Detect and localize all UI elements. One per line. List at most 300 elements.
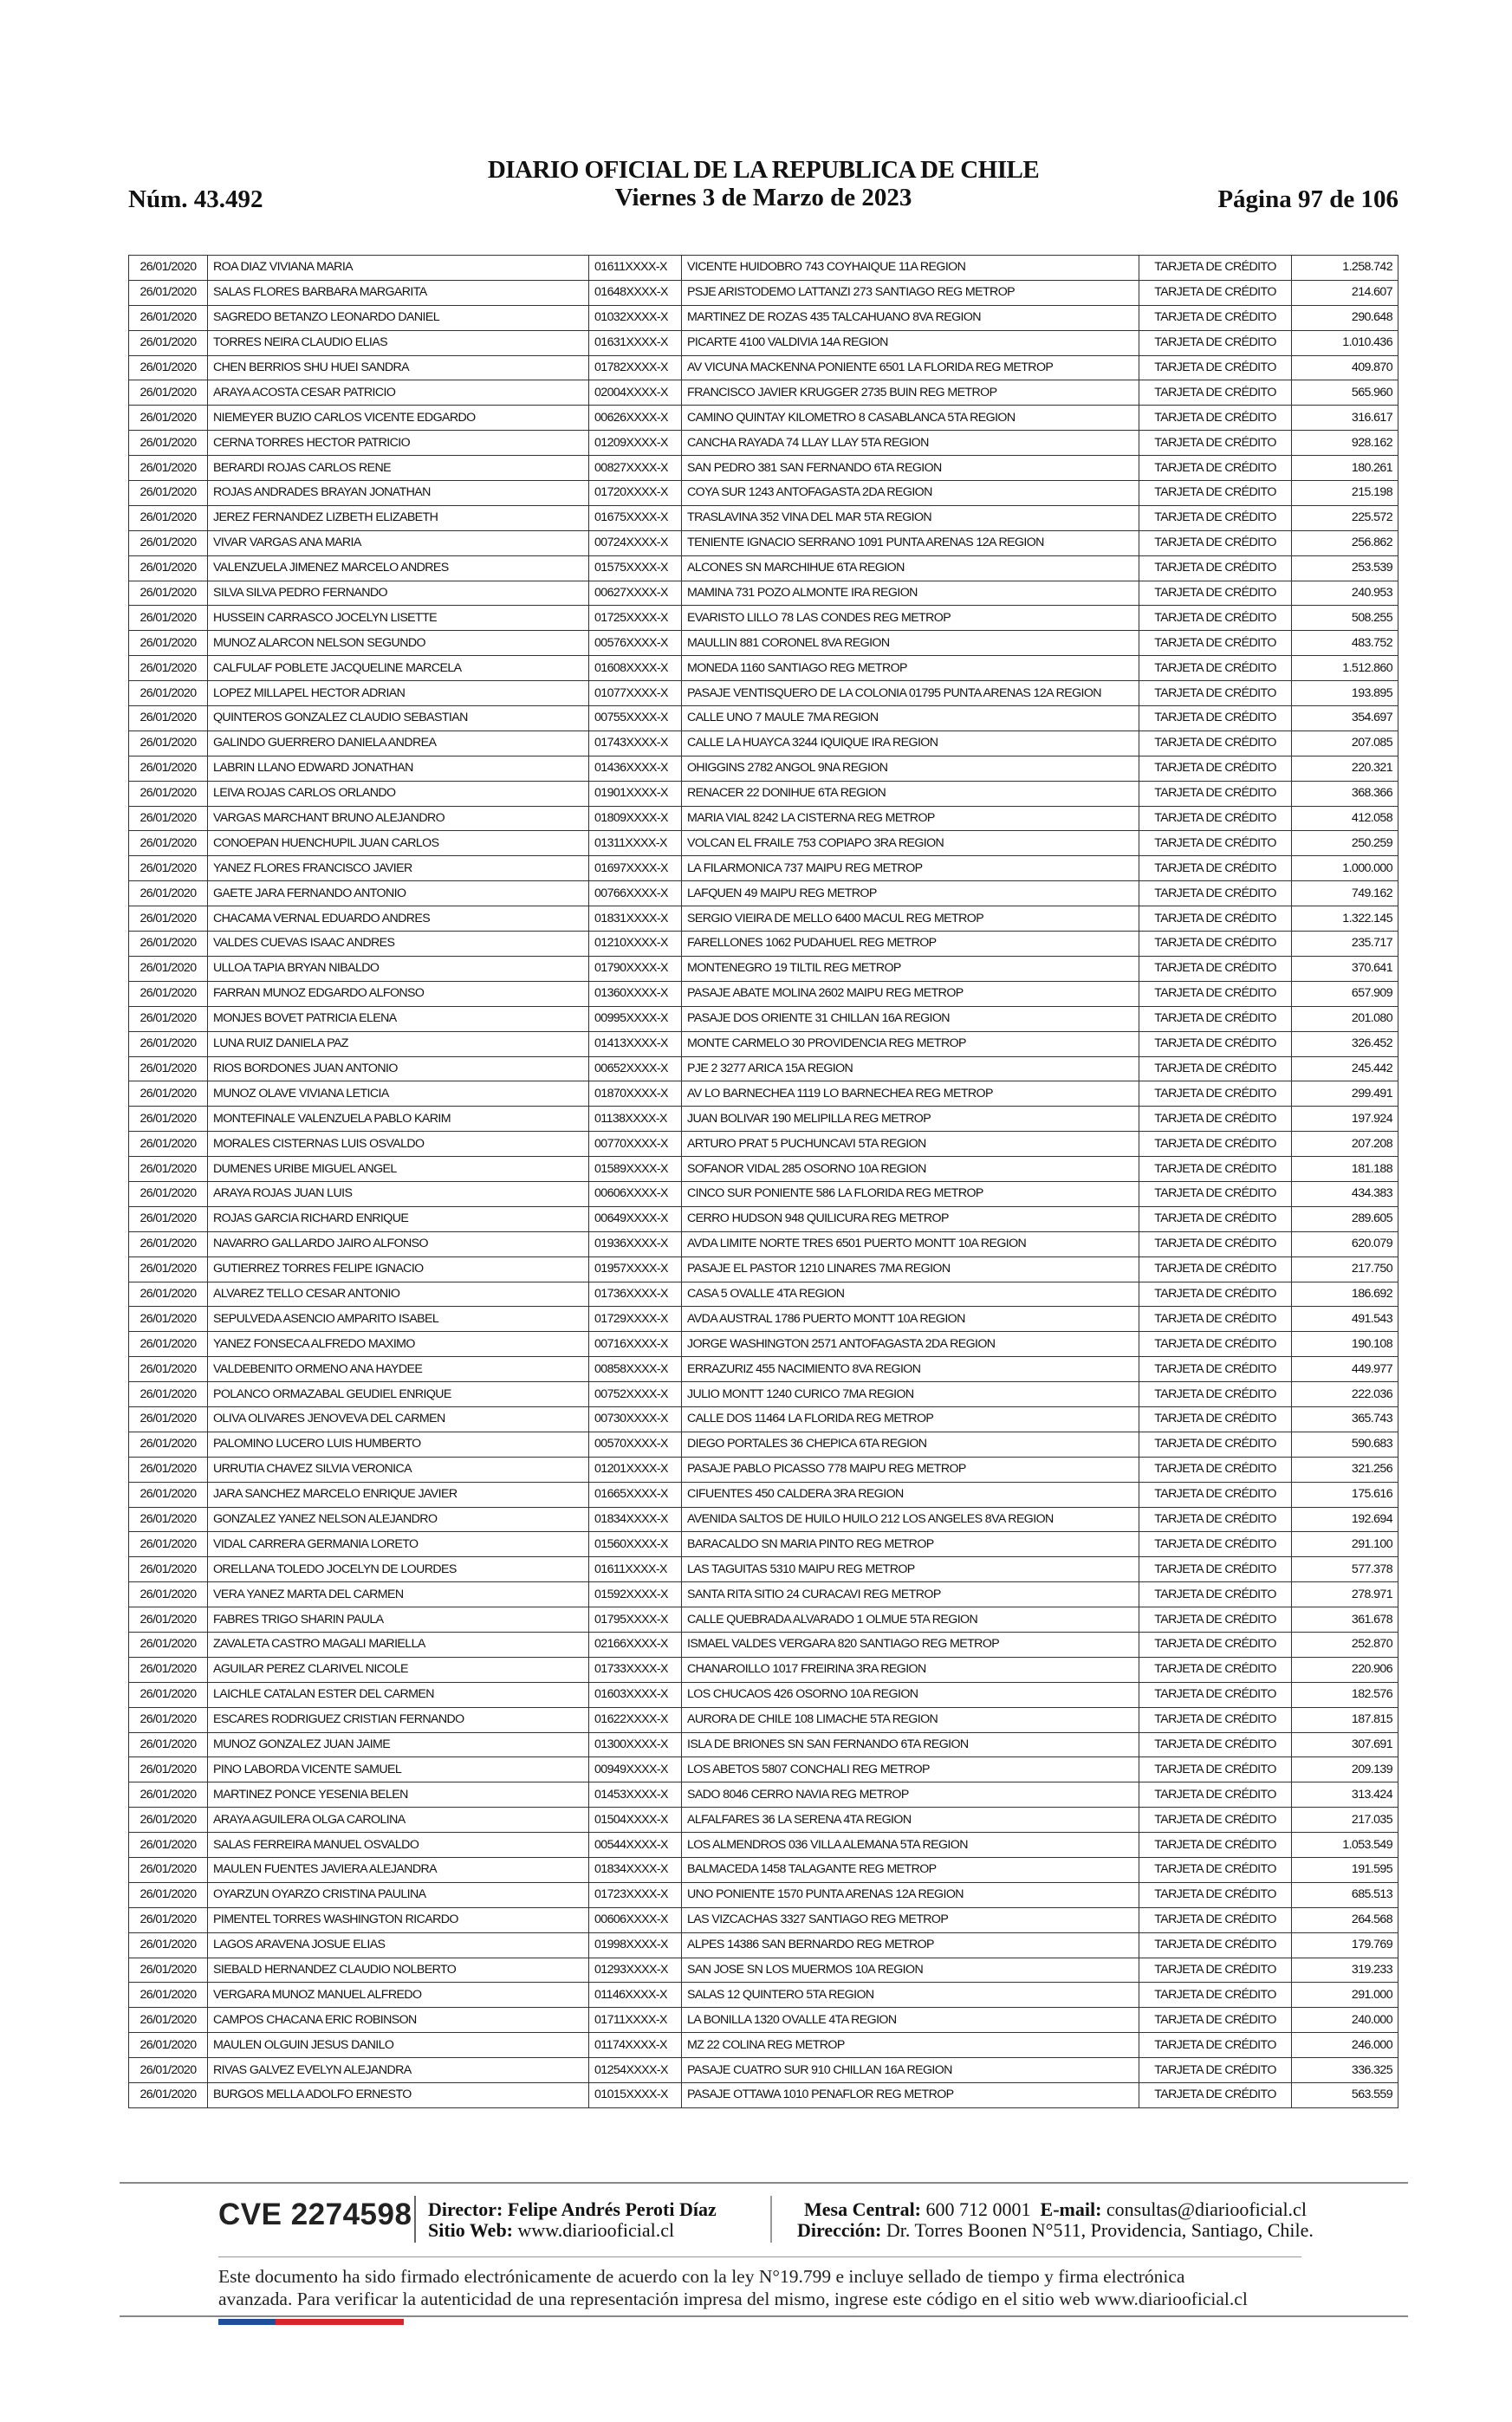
- row-date: 26/01/2020: [129, 681, 208, 706]
- row-rut: 01210XXXX-X: [589, 932, 682, 957]
- row-amount: 1.258.742: [1292, 256, 1398, 281]
- address-value: Dr. Torres Boonen N°511, Providencia, Santiago, Chile.: [886, 2219, 1314, 2241]
- row-address: ALFALFARES 36 LA SERENA 4TA REGION: [682, 1808, 1139, 1833]
- row-name: HUSSEIN CARRASCO JOCELYN LISETTE: [208, 606, 589, 631]
- table-row: [129, 355, 1398, 380]
- table-row: [129, 505, 1398, 530]
- masthead: [128, 156, 1398, 211]
- row-amount: 180.261: [1292, 456, 1398, 481]
- row-rut: 01436XXXX-X: [589, 756, 682, 781]
- row-address: EVARISTO LILLO 78 LAS CONDES REG METROP: [682, 606, 1139, 631]
- row-amount: 217.750: [1292, 1256, 1398, 1282]
- row-rut: 01743XXXX-X: [589, 730, 682, 756]
- row-name: SEPULVEDA ASENCIO AMPARITO ISABEL: [208, 1307, 589, 1332]
- table-row: [129, 1958, 1398, 1983]
- row-rut: 01608XXXX-X: [589, 656, 682, 681]
- row-date: 26/01/2020: [129, 1181, 208, 1206]
- row-date: 26/01/2020: [129, 555, 208, 581]
- row-date: 26/01/2020: [129, 756, 208, 781]
- row-address: PASAJE ABATE MOLINA 2602 MAIPU REG METROP: [682, 981, 1139, 1006]
- row-rut: 01560XXXX-X: [589, 1532, 682, 1557]
- row-name: GAETE JARA FERNANDO ANTONIO: [208, 881, 589, 906]
- row-rut: 00858XXXX-X: [589, 1357, 682, 1382]
- row-amount: 657.909: [1292, 981, 1398, 1006]
- row-amount: 449.977: [1292, 1357, 1398, 1382]
- row-rut: 02166XXXX-X: [589, 1632, 682, 1657]
- row-amount: 928.162: [1292, 431, 1398, 456]
- row-name: CHACAMA VERNAL EDUARDO ANDRES: [208, 906, 589, 932]
- row-address: MAMINA 731 POZO ALMONTE IRA REGION: [682, 581, 1139, 606]
- row-amount: 222.036: [1292, 1382, 1398, 1407]
- email-label: E-mail:: [1040, 2198, 1102, 2220]
- row-amount: 508.255: [1292, 606, 1398, 631]
- footer-divider: [414, 2196, 416, 2243]
- row-date: 26/01/2020: [129, 730, 208, 756]
- table-row: [129, 831, 1398, 856]
- row-payment-type: TARJETA DE CRÉDITO: [1139, 656, 1292, 681]
- row-date: 26/01/2020: [129, 1983, 208, 2008]
- row-date: 26/01/2020: [129, 1457, 208, 1482]
- row-rut: 01575XXXX-X: [589, 555, 682, 581]
- row-payment-type: TARJETA DE CRÉDITO: [1139, 1256, 1292, 1282]
- row-date: 26/01/2020: [129, 1132, 208, 1157]
- row-amount: 685.513: [1292, 1882, 1398, 1907]
- row-date: 26/01/2020: [129, 1707, 208, 1732]
- row-amount: 354.697: [1292, 706, 1398, 731]
- row-address: CIFUENTES 450 CALDERA 3RA REGION: [682, 1482, 1139, 1507]
- row-amount: 220.321: [1292, 756, 1398, 781]
- row-address: CALLE QUEBRADA ALVARADO 1 OLMUE 5TA REGION: [682, 1607, 1139, 1633]
- table-row: [129, 456, 1398, 481]
- row-amount: 313.424: [1292, 1782, 1398, 1808]
- row-name: LEIVA ROJAS CARLOS ORLANDO: [208, 781, 589, 806]
- row-rut: 01795XXXX-X: [589, 1607, 682, 1633]
- row-amount: 191.595: [1292, 1858, 1398, 1883]
- row-address: PJE 2 3277 ARICA 15A REGION: [682, 1056, 1139, 1081]
- row-name: VIVAR VARGAS ANA MARIA: [208, 530, 589, 555]
- row-rut: 01957XXXX-X: [589, 1256, 682, 1282]
- row-name: MUNOZ GONZALEZ JUAN JAIME: [208, 1732, 589, 1757]
- row-date: 26/01/2020: [129, 1307, 208, 1332]
- row-payment-type: TARJETA DE CRÉDITO: [1139, 1157, 1292, 1182]
- row-rut: 01077XXXX-X: [589, 681, 682, 706]
- row-payment-type: TARJETA DE CRÉDITO: [1139, 1031, 1292, 1056]
- row-date: 26/01/2020: [129, 656, 208, 681]
- table-row: [129, 1157, 1398, 1182]
- row-amount: 307.691: [1292, 1732, 1398, 1757]
- row-payment-type: TARJETA DE CRÉDITO: [1139, 756, 1292, 781]
- row-date: 26/01/2020: [129, 1432, 208, 1457]
- row-rut: 01611XXXX-X: [589, 256, 682, 281]
- legal-notice: [218, 2265, 1319, 2310]
- row-name: MUNOZ OLAVE VIVIANA LETICIA: [208, 1081, 589, 1107]
- row-payment-type: TARJETA DE CRÉDITO: [1139, 1006, 1292, 1031]
- row-date: 26/01/2020: [129, 781, 208, 806]
- issue-date: Viernes 3 de Marzo de 2023: [614, 184, 912, 211]
- table-row: [129, 256, 1398, 281]
- row-date: 26/01/2020: [129, 1782, 208, 1808]
- records-table: [128, 255, 1398, 2108]
- row-payment-type: TARJETA DE CRÉDITO: [1139, 730, 1292, 756]
- row-rut: 00716XXXX-X: [589, 1332, 682, 1357]
- row-name: JARA SANCHEZ MARCELO ENRIQUE JAVIER: [208, 1482, 589, 1507]
- row-name: QUINTEROS GONZALEZ CLAUDIO SEBASTIAN: [208, 706, 589, 731]
- row-date: 26/01/2020: [129, 1657, 208, 1682]
- footer-bottom-rule: [120, 2315, 1408, 2317]
- row-payment-type: TARJETA DE CRÉDITO: [1139, 706, 1292, 731]
- row-rut: 00752XXXX-X: [589, 1382, 682, 1407]
- row-amount: 220.906: [1292, 1657, 1398, 1682]
- table-row: [129, 581, 1398, 606]
- row-amount: 217.035: [1292, 1808, 1398, 1833]
- row-payment-type: TARJETA DE CRÉDITO: [1139, 481, 1292, 506]
- row-rut: 01665XXXX-X: [589, 1482, 682, 1507]
- flag-red-bar: [276, 2319, 404, 2325]
- row-address: SOFANOR VIDAL 285 OSORNO 10A REGION: [682, 1157, 1139, 1182]
- legal-notice-line-2: avanzada. Para verificar la autenticidad de una representación impresa del mismo, ingrese este código en el sitio web www.diariooficial.cl: [218, 2289, 1248, 2309]
- row-date: 26/01/2020: [129, 305, 208, 330]
- row-name: NIEMEYER BUZIO CARLOS VICENTE EDGARDO: [208, 406, 589, 431]
- row-address: UNO PONIENTE 1570 PUNTA ARENAS 12A REGION: [682, 1882, 1139, 1907]
- table-row: [129, 1557, 1398, 1582]
- row-rut: 01729XXXX-X: [589, 1307, 682, 1332]
- row-payment-type: TARJETA DE CRÉDITO: [1139, 1782, 1292, 1808]
- row-date: 26/01/2020: [129, 1882, 208, 1907]
- row-name: DUMENES URIBE MIGUEL ANGEL: [208, 1157, 589, 1182]
- row-name: OLIVA OLIVARES JENOVEVA DEL CARMEN: [208, 1406, 589, 1432]
- row-payment-type: TARJETA DE CRÉDITO: [1139, 2008, 1292, 2033]
- table-row: [129, 1907, 1398, 1932]
- row-date: 26/01/2020: [129, 1607, 208, 1633]
- row-rut: 01603XXXX-X: [589, 1682, 682, 1707]
- row-address: MAULLIN 881 CORONEL 8VA REGION: [682, 631, 1139, 656]
- table-row: [129, 1006, 1398, 1031]
- row-rut: 00995XXXX-X: [589, 1006, 682, 1031]
- row-name: VERA YANEZ MARTA DEL CARMEN: [208, 1582, 589, 1607]
- table-row: [129, 806, 1398, 831]
- row-rut: 00949XXXX-X: [589, 1757, 682, 1782]
- row-name: PALOMINO LUCERO LUIS HUMBERTO: [208, 1432, 589, 1457]
- row-payment-type: TARJETA DE CRÉDITO: [1139, 1107, 1292, 1132]
- row-rut: 01453XXXX-X: [589, 1782, 682, 1808]
- row-payment-type: TARJETA DE CRÉDITO: [1139, 330, 1292, 355]
- row-address: CANCHA RAYADA 74 LLAY LLAY 5TA REGION: [682, 431, 1139, 456]
- row-address: BARACALDO SN MARIA PINTO REG METROP: [682, 1532, 1139, 1557]
- row-address: SALAS 12 QUINTERO 5TA REGION: [682, 1983, 1139, 2008]
- row-address: ALCONES SN MARCHIHUE 6TA REGION: [682, 555, 1139, 581]
- row-name: AGUILAR PEREZ CLARIVEL NICOLE: [208, 1657, 589, 1682]
- row-rut: 01723XXXX-X: [589, 1882, 682, 1907]
- row-rut: 01209XXXX-X: [589, 431, 682, 456]
- row-rut: 01592XXXX-X: [589, 1582, 682, 1607]
- row-name: POLANCO ORMAZABAL GEUDIEL ENRIQUE: [208, 1382, 589, 1407]
- row-address: LOS CHUCAOS 426 OSORNO 10A REGION: [682, 1682, 1139, 1707]
- table-row: [129, 706, 1398, 731]
- row-address: AVDA AUSTRAL 1786 PUERTO MONTT 10A REGION: [682, 1307, 1139, 1332]
- row-name: SAGREDO BETANZO LEONARDO DANIEL: [208, 305, 589, 330]
- row-date: 26/01/2020: [129, 2033, 208, 2058]
- row-amount: 264.568: [1292, 1907, 1398, 1932]
- row-name: VALDES CUEVAS ISAAC ANDRES: [208, 932, 589, 957]
- row-rut: 01831XXXX-X: [589, 906, 682, 932]
- row-address: AVENIDA SALTOS DE HUILO HUILO 212 LOS ANGELES 8VA REGION: [682, 1507, 1139, 1532]
- row-payment-type: TARJETA DE CRÉDITO: [1139, 1532, 1292, 1557]
- row-payment-type: TARJETA DE CRÉDITO: [1139, 932, 1292, 957]
- row-rut: 01901XXXX-X: [589, 781, 682, 806]
- row-address: TRASLAVINA 352 VINA DEL MAR 5TA REGION: [682, 505, 1139, 530]
- row-date: 26/01/2020: [129, 1958, 208, 1983]
- row-amount: 245.442: [1292, 1056, 1398, 1081]
- row-amount: 299.491: [1292, 1081, 1398, 1107]
- row-rut: 01725XXXX-X: [589, 606, 682, 631]
- row-address: CALLE LA HUAYCA 3244 IQUIQUE IRA REGION: [682, 730, 1139, 756]
- website-label: Sitio Web:: [428, 2219, 514, 2241]
- row-name: RIVAS GALVEZ EVELYN ALEJANDRA: [208, 2058, 589, 2083]
- row-date: 26/01/2020: [129, 631, 208, 656]
- table-row: [129, 1132, 1398, 1157]
- table-row: [129, 781, 1398, 806]
- email-link[interactable]: consultas@diariooficial.cl: [1106, 2198, 1307, 2220]
- row-amount: 291.000: [1292, 1983, 1398, 2008]
- row-payment-type: TARJETA DE CRÉDITO: [1139, 1206, 1292, 1231]
- row-payment-type: TARJETA DE CRÉDITO: [1139, 1482, 1292, 1507]
- row-rut: 00649XXXX-X: [589, 1206, 682, 1231]
- row-date: 26/01/2020: [129, 856, 208, 881]
- row-date: 26/01/2020: [129, 1532, 208, 1557]
- table-row: [129, 481, 1398, 506]
- row-payment-type: TARJETA DE CRÉDITO: [1139, 1808, 1292, 1833]
- row-amount: 252.870: [1292, 1632, 1398, 1657]
- row-date: 26/01/2020: [129, 1081, 208, 1107]
- website-link[interactable]: www.diariooficial.cl: [517, 2219, 675, 2241]
- row-address: SAN JOSE SN LOS MUERMOS 10A REGION: [682, 1958, 1139, 1983]
- row-amount: 361.678: [1292, 1607, 1398, 1633]
- row-name: ULLOA TAPIA BRYAN NIBALDO: [208, 956, 589, 981]
- row-payment-type: TARJETA DE CRÉDITO: [1139, 856, 1292, 881]
- row-address: SANTA RITA SITIO 24 CURACAVI REG METROP: [682, 1582, 1139, 1607]
- row-amount: 326.452: [1292, 1031, 1398, 1056]
- row-name: MONTEFINALE VALENZUELA PABLO KARIM: [208, 1107, 589, 1132]
- row-payment-type: TARJETA DE CRÉDITO: [1139, 2058, 1292, 2083]
- row-rut: 01254XXXX-X: [589, 2058, 682, 2083]
- row-date: 26/01/2020: [129, 881, 208, 906]
- row-name: ESCARES RODRIGUEZ CRISTIAN FERNANDO: [208, 1707, 589, 1732]
- row-address: LAS VIZCACHAS 3327 SANTIAGO REG METROP: [682, 1907, 1139, 1932]
- row-rut: 00730XXXX-X: [589, 1406, 682, 1432]
- row-name: MAULEN OLGUIN JESUS DANILO: [208, 2033, 589, 2058]
- records-table-body: [129, 256, 1398, 2108]
- director-name: Felipe Andrés Peroti Díaz: [507, 2198, 717, 2220]
- row-amount: 291.100: [1292, 1532, 1398, 1557]
- row-rut: 01782XXXX-X: [589, 355, 682, 380]
- row-date: 26/01/2020: [129, 1107, 208, 1132]
- row-date: 26/01/2020: [129, 256, 208, 281]
- row-name: CALFULAF POBLETE JACQUELINE MARCELA: [208, 656, 589, 681]
- row-name: OYARZUN OYARZO CRISTINA PAULINA: [208, 1882, 589, 1907]
- page-number: Página 97 de 106: [1217, 185, 1398, 213]
- row-rut: 00770XXXX-X: [589, 1132, 682, 1157]
- legal-notice-line-1: Este documento ha sido firmado electrónicamente de acuerdo con la ley N°19.799 e incluye sellado de tiempo y firma electrónica: [218, 2266, 1185, 2287]
- row-date: 26/01/2020: [129, 1632, 208, 1657]
- row-date: 26/01/2020: [129, 505, 208, 530]
- table-row: [129, 1882, 1398, 1907]
- row-date: 26/01/2020: [129, 1206, 208, 1231]
- row-payment-type: TARJETA DE CRÉDITO: [1139, 806, 1292, 831]
- row-address: LOS ALMENDROS 036 VILLA ALEMANA 5TA REGION: [682, 1833, 1139, 1858]
- row-name: TORRES NEIRA CLAUDIO ELIAS: [208, 330, 589, 355]
- flag-blue-bar: [218, 2319, 276, 2325]
- row-address: AURORA DE CHILE 108 LIMACHE 5TA REGION: [682, 1707, 1139, 1732]
- row-name: VALENZUELA JIMENEZ MARCELO ANDRES: [208, 555, 589, 581]
- row-payment-type: TARJETA DE CRÉDITO: [1139, 1307, 1292, 1332]
- row-name: FABRES TRIGO SHARIN PAULA: [208, 1607, 589, 1633]
- mesa-label: Mesa Central:: [804, 2198, 922, 2220]
- row-payment-type: TARJETA DE CRÉDITO: [1139, 305, 1292, 330]
- row-address: COYA SUR 1243 ANTOFAGASTA 2DA REGION: [682, 481, 1139, 506]
- row-date: 26/01/2020: [129, 2058, 208, 2083]
- row-address: CALLE UNO 7 MAULE 7MA REGION: [682, 706, 1139, 731]
- row-payment-type: TARJETA DE CRÉDITO: [1139, 881, 1292, 906]
- table-row: [129, 1382, 1398, 1407]
- row-rut: 01015XXXX-X: [589, 2083, 682, 2108]
- row-payment-type: TARJETA DE CRÉDITO: [1139, 1507, 1292, 1532]
- row-rut: 00606XXXX-X: [589, 1907, 682, 1932]
- row-address: RENACER 22 DONIHUE 6TA REGION: [682, 781, 1139, 806]
- page-header: [128, 156, 1398, 217]
- row-amount: 289.605: [1292, 1206, 1398, 1231]
- row-payment-type: TARJETA DE CRÉDITO: [1139, 380, 1292, 406]
- row-payment-type: TARJETA DE CRÉDITO: [1139, 555, 1292, 581]
- table-row: [129, 1983, 1398, 2008]
- row-address: ARTURO PRAT 5 PUCHUNCAVI 5TA REGION: [682, 1132, 1139, 1157]
- row-date: 26/01/2020: [129, 355, 208, 380]
- row-date: 26/01/2020: [129, 1056, 208, 1081]
- table-row: [129, 1181, 1398, 1206]
- table-row: [129, 530, 1398, 555]
- row-name: LUNA RUIZ DANIELA PAZ: [208, 1031, 589, 1056]
- row-name: RIOS BORDONES JUAN ANTONIO: [208, 1056, 589, 1081]
- row-payment-type: TARJETA DE CRÉDITO: [1139, 280, 1292, 305]
- row-name: VIDAL CARRERA GERMANIA LORETO: [208, 1532, 589, 1557]
- row-address: ISMAEL VALDES VERGARA 820 SANTIAGO REG METROP: [682, 1632, 1139, 1657]
- row-rut: 01413XXXX-X: [589, 1031, 682, 1056]
- row-name: ROA DIAZ VIVIANA MARIA: [208, 256, 589, 281]
- row-date: 26/01/2020: [129, 1357, 208, 1382]
- row-amount: 186.692: [1292, 1282, 1398, 1307]
- row-name: MAULEN FUENTES JAVIERA ALEJANDRA: [208, 1858, 589, 1883]
- table-row: [129, 1507, 1398, 1532]
- table-row: [129, 1808, 1398, 1833]
- row-payment-type: TARJETA DE CRÉDITO: [1139, 1657, 1292, 1682]
- row-date: 26/01/2020: [129, 1382, 208, 1407]
- row-address: VICENTE HUIDOBRO 743 COYHAIQUE 11A REGION: [682, 256, 1139, 281]
- row-amount: 316.617: [1292, 406, 1398, 431]
- row-name: ALVAREZ TELLO CESAR ANTONIO: [208, 1282, 589, 1307]
- table-row: [129, 1107, 1398, 1132]
- row-name: ROJAS ANDRADES BRAYAN JONATHAN: [208, 481, 589, 506]
- row-rut: 01622XXXX-X: [589, 1707, 682, 1732]
- row-address: BALMACEDA 1458 TALAGANTE REG METROP: [682, 1858, 1139, 1883]
- row-payment-type: TARJETA DE CRÉDITO: [1139, 1457, 1292, 1482]
- director-line: [428, 2198, 717, 2221]
- row-payment-type: TARJETA DE CRÉDITO: [1139, 1932, 1292, 1958]
- row-rut: 01300XXXX-X: [589, 1732, 682, 1757]
- row-amount: 749.162: [1292, 881, 1398, 906]
- row-amount: 577.378: [1292, 1557, 1398, 1582]
- row-amount: 1.010.436: [1292, 330, 1398, 355]
- table-row: [129, 330, 1398, 355]
- table-row: [129, 730, 1398, 756]
- row-address: PASAJE OTTAWA 1010 PENAFLOR REG METROP: [682, 2083, 1139, 2108]
- table-row: [129, 1782, 1398, 1808]
- row-name: PINO LABORDA VICENTE SAMUEL: [208, 1757, 589, 1782]
- row-amount: 278.971: [1292, 1582, 1398, 1607]
- row-rut: 01790XXXX-X: [589, 956, 682, 981]
- row-address: JUAN BOLIVAR 190 MELIPILLA REG METROP: [682, 1107, 1139, 1132]
- row-address: PSJE ARISTODEMO LATTANZI 273 SANTIAGO REG METROP: [682, 280, 1139, 305]
- row-name: JEREZ FERNANDEZ LIZBETH ELIZABETH: [208, 505, 589, 530]
- row-amount: 370.641: [1292, 956, 1398, 981]
- row-address: MARTINEZ DE ROZAS 435 TALCAHUANO 8VA REGION: [682, 305, 1139, 330]
- row-payment-type: TARJETA DE CRÉDITO: [1139, 406, 1292, 431]
- row-payment-type: TARJETA DE CRÉDITO: [1139, 1732, 1292, 1757]
- footer-mid-rule: [218, 2256, 1301, 2257]
- row-address: FARELLONES 1062 PUDAHUEL REG METROP: [682, 932, 1139, 957]
- row-name: LABRIN LLANO EDWARD JONATHAN: [208, 756, 589, 781]
- row-address: TENIENTE IGNACIO SERRANO 1091 PUNTA ARENAS 12A REGION: [682, 530, 1139, 555]
- row-amount: 215.198: [1292, 481, 1398, 506]
- row-name: MARTINEZ PONCE YESENIA BELEN: [208, 1782, 589, 1808]
- row-name: ROJAS GARCIA RICHARD ENRIQUE: [208, 1206, 589, 1231]
- row-amount: 563.559: [1292, 2083, 1398, 2108]
- row-amount: 319.233: [1292, 1958, 1398, 1983]
- row-rut: 01174XXXX-X: [589, 2033, 682, 2058]
- row-amount: 409.870: [1292, 355, 1398, 380]
- row-address: SADO 8046 CERRO NAVIA REG METROP: [682, 1782, 1139, 1808]
- row-payment-type: TARJETA DE CRÉDITO: [1139, 1707, 1292, 1732]
- row-address: AV VICUNA MACKENNA PONIENTE 6501 LA FLORIDA REG METROP: [682, 355, 1139, 380]
- row-address: CAMINO QUINTAY KILOMETRO 8 CASABLANCA 5TA REGION: [682, 406, 1139, 431]
- row-amount: 250.259: [1292, 831, 1398, 856]
- row-date: 26/01/2020: [129, 1907, 208, 1932]
- row-payment-type: TARJETA DE CRÉDITO: [1139, 1983, 1292, 2008]
- row-address: ERRAZURIZ 455 NACIMIENTO 8VA REGION: [682, 1357, 1139, 1382]
- row-payment-type: TARJETA DE CRÉDITO: [1139, 1858, 1292, 1883]
- row-amount: 365.743: [1292, 1406, 1398, 1432]
- row-payment-type: TARJETA DE CRÉDITO: [1139, 2033, 1292, 2058]
- table-row: [129, 1256, 1398, 1282]
- table-row: [129, 380, 1398, 406]
- table-row: [129, 1632, 1398, 1657]
- row-address: SAN PEDRO 381 SAN FERNANDO 6TA REGION: [682, 456, 1139, 481]
- row-rut: 01360XXXX-X: [589, 981, 682, 1006]
- row-payment-type: TARJETA DE CRÉDITO: [1139, 2083, 1292, 2108]
- row-payment-type: TARJETA DE CRÉDITO: [1139, 1907, 1292, 1932]
- row-payment-type: TARJETA DE CRÉDITO: [1139, 1958, 1292, 1983]
- row-date: 26/01/2020: [129, 431, 208, 456]
- row-payment-type: TARJETA DE CRÉDITO: [1139, 1357, 1292, 1382]
- row-amount: 214.607: [1292, 280, 1398, 305]
- footer-divider: [770, 2196, 772, 2243]
- table-row: [129, 1307, 1398, 1332]
- row-amount: 565.960: [1292, 380, 1398, 406]
- row-name: NAVARRO GALLARDO JAIRO ALFONSO: [208, 1231, 589, 1256]
- row-name: PIMENTEL TORRES WASHINGTON RICARDO: [208, 1907, 589, 1932]
- row-date: 26/01/2020: [129, 831, 208, 856]
- row-name: ARAYA ACOSTA CESAR PATRICIO: [208, 380, 589, 406]
- row-name: ARAYA AGUILERA OLGA CAROLINA: [208, 1808, 589, 1833]
- row-name: SIEBALD HERNANDEZ CLAUDIO NOLBERTO: [208, 1958, 589, 1983]
